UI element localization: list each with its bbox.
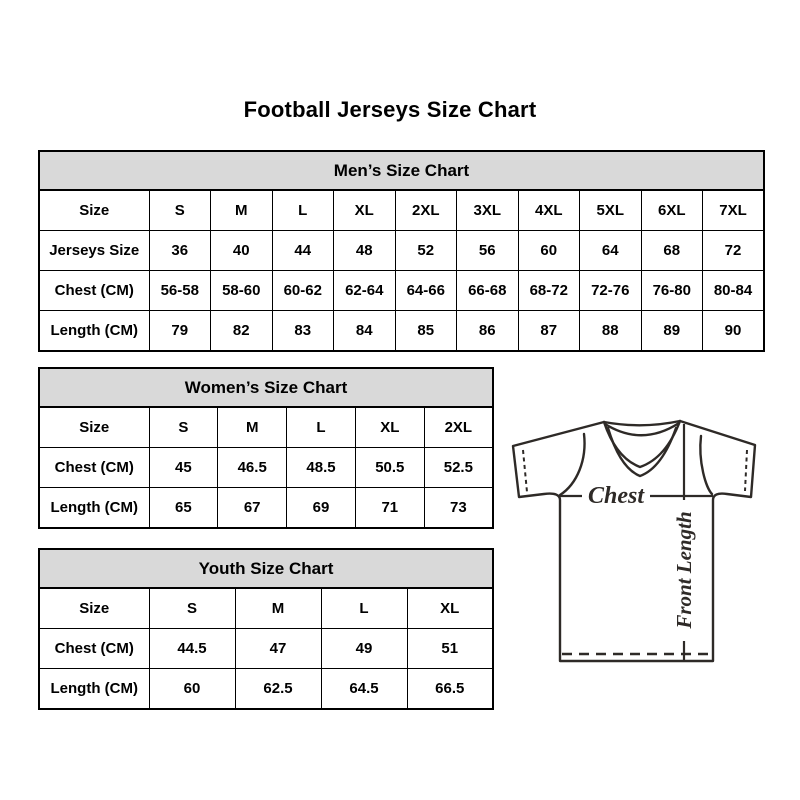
value-cell: 68: [641, 231, 703, 271]
row-label-cell: Chest (CM): [39, 448, 149, 488]
womens-size-chart-table: [38, 367, 494, 529]
value-cell: L: [287, 407, 356, 448]
value-cell: 51: [407, 629, 493, 669]
value-cell: XL: [407, 588, 493, 629]
table-body: [39, 190, 764, 351]
table-body: [39, 588, 493, 709]
value-cell: 69: [287, 488, 356, 529]
value-cell: 52.5: [424, 448, 493, 488]
value-cell: 88: [580, 311, 642, 352]
value-cell: 47: [235, 629, 321, 669]
value-cell: 3XL: [457, 190, 519, 231]
value-cell: M: [218, 407, 287, 448]
value-cell: 60: [518, 231, 580, 271]
value-cell: 89: [641, 311, 703, 352]
row-label-cell: Length (CM): [39, 669, 149, 710]
value-cell: 84: [334, 311, 396, 352]
value-cell: 65: [149, 488, 218, 529]
value-cell: 67: [218, 488, 287, 529]
youth-size-chart-table: [38, 548, 494, 710]
table-title-row: [39, 368, 493, 407]
value-cell: 76-80: [641, 271, 703, 311]
value-cell: 72-76: [580, 271, 642, 311]
value-cell: 52: [395, 231, 457, 271]
value-cell: 7XL: [703, 190, 765, 231]
value-cell: 80-84: [703, 271, 765, 311]
value-cell: 44: [272, 231, 334, 271]
value-cell: 66-68: [457, 271, 519, 311]
value-cell: 64.5: [321, 669, 407, 710]
table-row: [39, 311, 764, 352]
value-cell: S: [149, 588, 235, 629]
value-cell: 90: [703, 311, 765, 352]
value-cell: 56-58: [149, 271, 211, 311]
row-label-cell: Chest (CM): [39, 271, 149, 311]
value-cell: 71: [355, 488, 424, 529]
value-cell: 56: [457, 231, 519, 271]
right-cuff-stitch: [745, 450, 747, 491]
value-cell: 4XL: [518, 190, 580, 231]
value-cell: 6XL: [641, 190, 703, 231]
value-cell: 36: [149, 231, 211, 271]
value-cell: 64-66: [395, 271, 457, 311]
row-label-cell: Size: [39, 588, 149, 629]
value-cell: 44.5: [149, 629, 235, 669]
value-cell: 50.5: [355, 448, 424, 488]
front-length-label: Front Length: [672, 511, 696, 629]
jersey-outline-icon: [513, 421, 755, 661]
table-title: Youth Size Chart: [39, 549, 493, 588]
value-cell: 60-62: [272, 271, 334, 311]
value-cell: 64: [580, 231, 642, 271]
value-cell: 60: [149, 669, 235, 710]
value-cell: 82: [211, 311, 273, 352]
table-row: [39, 488, 493, 529]
value-cell: 72: [703, 231, 765, 271]
value-cell: 79: [149, 311, 211, 352]
row-label-cell: Length (CM): [39, 311, 149, 352]
value-cell: 48.5: [287, 448, 356, 488]
value-cell: 5XL: [580, 190, 642, 231]
value-cell: M: [235, 588, 321, 629]
chest-label: Chest: [587, 483, 645, 509]
collar-back-line: [604, 421, 680, 425]
right-sleeve-seam: [700, 436, 712, 494]
value-cell: 58-60: [211, 271, 273, 311]
left-sleeve-seam: [560, 434, 585, 495]
value-cell: 48: [334, 231, 396, 271]
value-cell: 62.5: [235, 669, 321, 710]
row-label-cell: Length (CM): [39, 488, 149, 529]
mens-size-chart-table: [38, 150, 765, 352]
table-body: [39, 407, 493, 528]
row-label-cell: Jerseys Size: [39, 231, 149, 271]
value-cell: 49: [321, 629, 407, 669]
value-cell: 2XL: [395, 190, 457, 231]
table-title-row: [39, 549, 493, 588]
row-label-cell: Chest (CM): [39, 629, 149, 669]
value-cell: 62-64: [334, 271, 396, 311]
left-cuff-stitch: [523, 450, 527, 492]
value-cell: 68-72: [518, 271, 580, 311]
value-cell: 73: [424, 488, 493, 529]
value-cell: 66.5: [407, 669, 493, 710]
table-title: Women’s Size Chart: [39, 368, 493, 407]
page-title: Football Jerseys Size Chart: [243, 97, 537, 122]
value-cell: 46.5: [218, 448, 287, 488]
table-row: [39, 629, 493, 669]
value-cell: 2XL: [424, 407, 493, 448]
table-row: [39, 271, 764, 311]
value-cell: 87: [518, 311, 580, 352]
table-row: [39, 448, 493, 488]
value-cell: 86: [457, 311, 519, 352]
value-cell: 45: [149, 448, 218, 488]
value-cell: 85: [395, 311, 457, 352]
value-cell: 40: [211, 231, 273, 271]
row-label-cell: Size: [39, 190, 149, 231]
value-cell: XL: [355, 407, 424, 448]
value-cell: 83: [272, 311, 334, 352]
jersey-measurement-diagram: [506, 414, 770, 668]
value-cell: S: [149, 190, 211, 231]
row-label-cell: Size: [39, 407, 149, 448]
value-cell: L: [321, 588, 407, 629]
table-title: Men’s Size Chart: [39, 151, 764, 190]
value-cell: M: [211, 190, 273, 231]
table-row: [39, 588, 493, 629]
table-row: [39, 669, 493, 710]
value-cell: XL: [334, 190, 396, 231]
table-title-row: [39, 151, 764, 190]
value-cell: S: [149, 407, 218, 448]
table-row: [39, 407, 493, 448]
table-row: [39, 231, 764, 271]
value-cell: L: [272, 190, 334, 231]
table-row: [39, 190, 764, 231]
